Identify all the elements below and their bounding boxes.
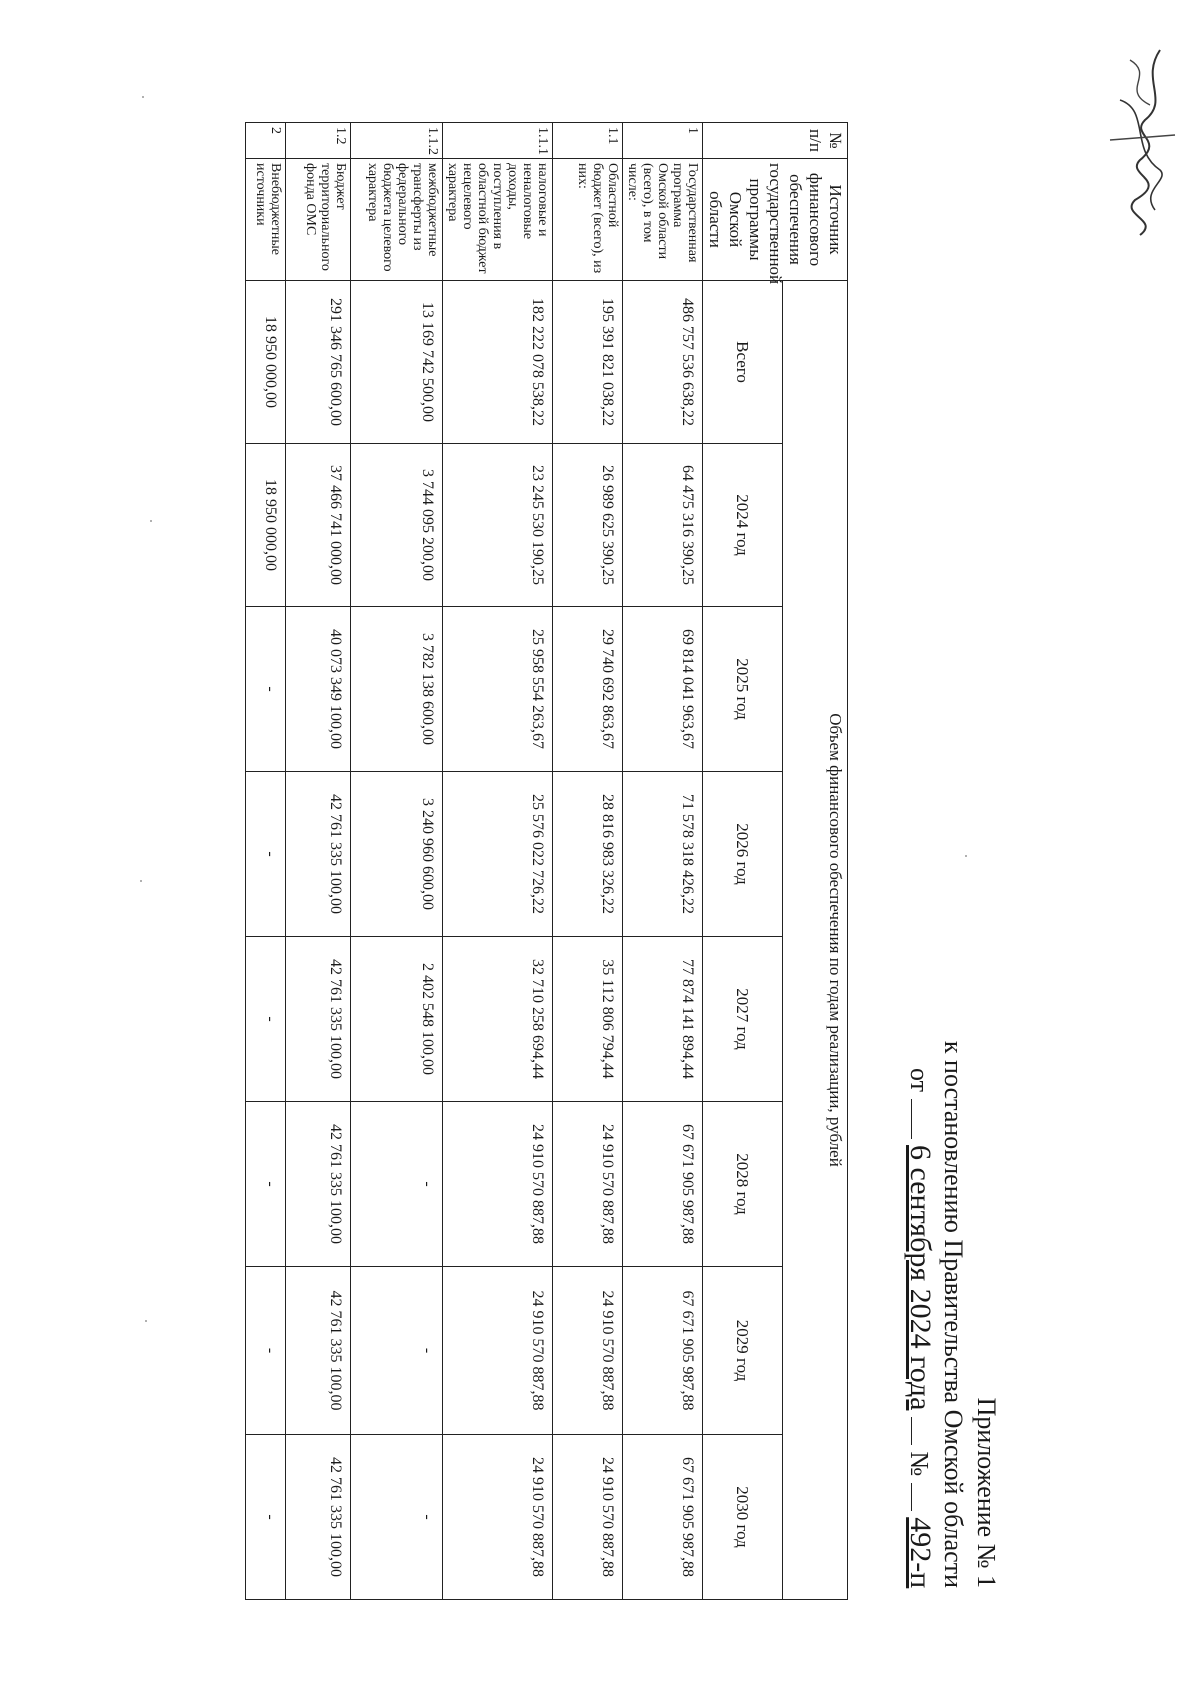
- row-value: 37 466 741 000,00: [286, 444, 351, 607]
- row-value: -: [246, 1435, 286, 1600]
- row-number: 1.1.1: [443, 123, 553, 159]
- row-value: -: [351, 1102, 443, 1267]
- row-value: 24 910 570 887,88: [553, 1102, 623, 1267]
- row-value: 67 671 905 987,88: [623, 1267, 703, 1435]
- row-value: 3 782 138 600,00: [351, 607, 443, 772]
- row-source: межбюджетные трансферты из федерального бюджета целевого характера: [351, 159, 443, 281]
- row-value: 69 814 041 963,67: [623, 607, 703, 772]
- row-number: 1.2: [286, 123, 351, 159]
- row-value: -: [351, 1267, 443, 1435]
- row-value: 2 402 548 100,00: [351, 937, 443, 1102]
- row-value: 195 391 821 038,22: [553, 281, 623, 444]
- appendix-title: Приложение № 1: [972, 1397, 1001, 1588]
- row-value: 67 671 905 987,88: [623, 1435, 703, 1600]
- row-value: 40 073 349 100,00: [286, 607, 351, 772]
- row-source: Бюджет территориального фонда ОМС: [286, 159, 351, 281]
- column-header-volume: Объем финансового обеспечения по годам реализации, рублей: [782, 281, 847, 1600]
- row-source: налоговые и неналоговые доходы, поступления в областной бюджет нецелевого характера: [443, 159, 553, 281]
- financing-table: [245, 122, 848, 1600]
- column-header-number: № п/п: [703, 123, 848, 159]
- row-value: 486 757 536 638,22: [623, 281, 703, 444]
- row-value: 13 169 742 500,00: [351, 281, 443, 444]
- appendix-date: 6 сентября 2024 года: [904, 1145, 937, 1411]
- row-value: 35 112 806 794,44: [553, 937, 623, 1102]
- column-header-year: 2024 год: [703, 444, 783, 607]
- row-number: 1.1: [553, 123, 623, 159]
- appendix-number: 492-п: [904, 1517, 937, 1589]
- table-header-years-row: [703, 123, 783, 1600]
- table-row: [246, 123, 286, 1600]
- table-header-row: [782, 123, 847, 1600]
- row-value: 18 950 000,00: [246, 281, 286, 444]
- row-value: -: [246, 1102, 286, 1267]
- appendix-subtitle: к постановлению Правительства Омской области: [939, 1040, 968, 1588]
- table-row: [351, 123, 443, 1600]
- row-value: 42 761 335 100,00: [286, 772, 351, 937]
- row-value: 67 671 905 987,88: [623, 1102, 703, 1267]
- row-value: -: [246, 1267, 286, 1435]
- row-value: 42 761 335 100,00: [286, 937, 351, 1102]
- handwritten-signature: [1100, 40, 1190, 250]
- row-value: 18 950 000,00: [246, 444, 286, 607]
- row-number: 1.1.2: [351, 123, 443, 159]
- table-row: [553, 123, 623, 1600]
- scan-speck: [142, 96, 144, 98]
- row-value: 25 958 554 263,67: [443, 607, 553, 772]
- table-row: [286, 123, 351, 1600]
- row-source: Областной бюджет (всего), из них:: [553, 159, 623, 281]
- column-header-source: Источник финансового обеспечения государственной программы Омской области: [703, 159, 848, 281]
- scan-speck: [140, 880, 142, 882]
- row-value: 24 910 570 887,88: [443, 1435, 553, 1600]
- date-blank-line: [911, 1099, 912, 1139]
- row-value: 25 576 022 726,22: [443, 772, 553, 937]
- row-value: 3 744 095 200,00: [351, 444, 443, 607]
- column-header-year: 2025 год: [703, 607, 783, 772]
- row-value: 23 245 530 190,25: [443, 444, 553, 607]
- row-value: 24 910 570 887,88: [443, 1102, 553, 1267]
- row-value: 291 346 765 600,00: [286, 281, 351, 444]
- row-value: -: [246, 772, 286, 937]
- row-value: -: [246, 607, 286, 772]
- row-value: 28 816 983 326,22: [553, 772, 623, 937]
- scan-speck: [150, 520, 152, 522]
- row-number: 2: [246, 123, 286, 159]
- number-prefix: №: [905, 1451, 934, 1477]
- column-header-year: 2029 год: [703, 1267, 783, 1435]
- column-header-year: 2026 год: [703, 772, 783, 937]
- table-row: [623, 123, 703, 1600]
- column-header-year: 2027 год: [703, 937, 783, 1102]
- row-source: Внебюджетные источники: [246, 159, 286, 281]
- number-blank-line: [911, 1483, 912, 1511]
- appendix-date-line: [903, 1028, 937, 1588]
- row-value: 32 710 258 694,44: [443, 937, 553, 1102]
- appendix-header: [903, 1028, 1003, 1588]
- row-value: 42 761 335 100,00: [286, 1267, 351, 1435]
- column-header-year: 2030 год: [703, 1435, 783, 1600]
- rotated-landscape-content: [253, 122, 1003, 1602]
- column-header-year: Всего: [703, 281, 783, 444]
- column-header-year: 2028 год: [703, 1102, 783, 1267]
- scan-speck: [145, 1320, 147, 1322]
- row-value: 77 874 141 894,44: [623, 937, 703, 1102]
- row-value: 24 910 570 887,88: [443, 1267, 553, 1435]
- row-value: -: [351, 1435, 443, 1600]
- row-source: Государственная программа Омской области (всего), в том числе:: [623, 159, 703, 281]
- date-prefix: от: [905, 1068, 934, 1093]
- row-value: 24 910 570 887,88: [553, 1435, 623, 1600]
- row-value: 24 910 570 887,88: [553, 1267, 623, 1435]
- row-number: 1: [623, 123, 703, 159]
- row-value: 3 240 960 600,00: [351, 772, 443, 937]
- row-value: 71 578 318 426,22: [623, 772, 703, 937]
- row-value: 64 475 316 390,25: [623, 444, 703, 607]
- row-value: -: [246, 937, 286, 1102]
- row-value: 29 740 692 863,67: [553, 607, 623, 772]
- table-row: [443, 123, 553, 1600]
- row-value: 26 989 625 390,25: [553, 444, 623, 607]
- row-value: 42 761 335 100,00: [286, 1435, 351, 1600]
- row-value: 182 222 078 538,22: [443, 281, 553, 444]
- date-blank-line: [911, 1417, 912, 1445]
- row-value: 42 761 335 100,00: [286, 1102, 351, 1267]
